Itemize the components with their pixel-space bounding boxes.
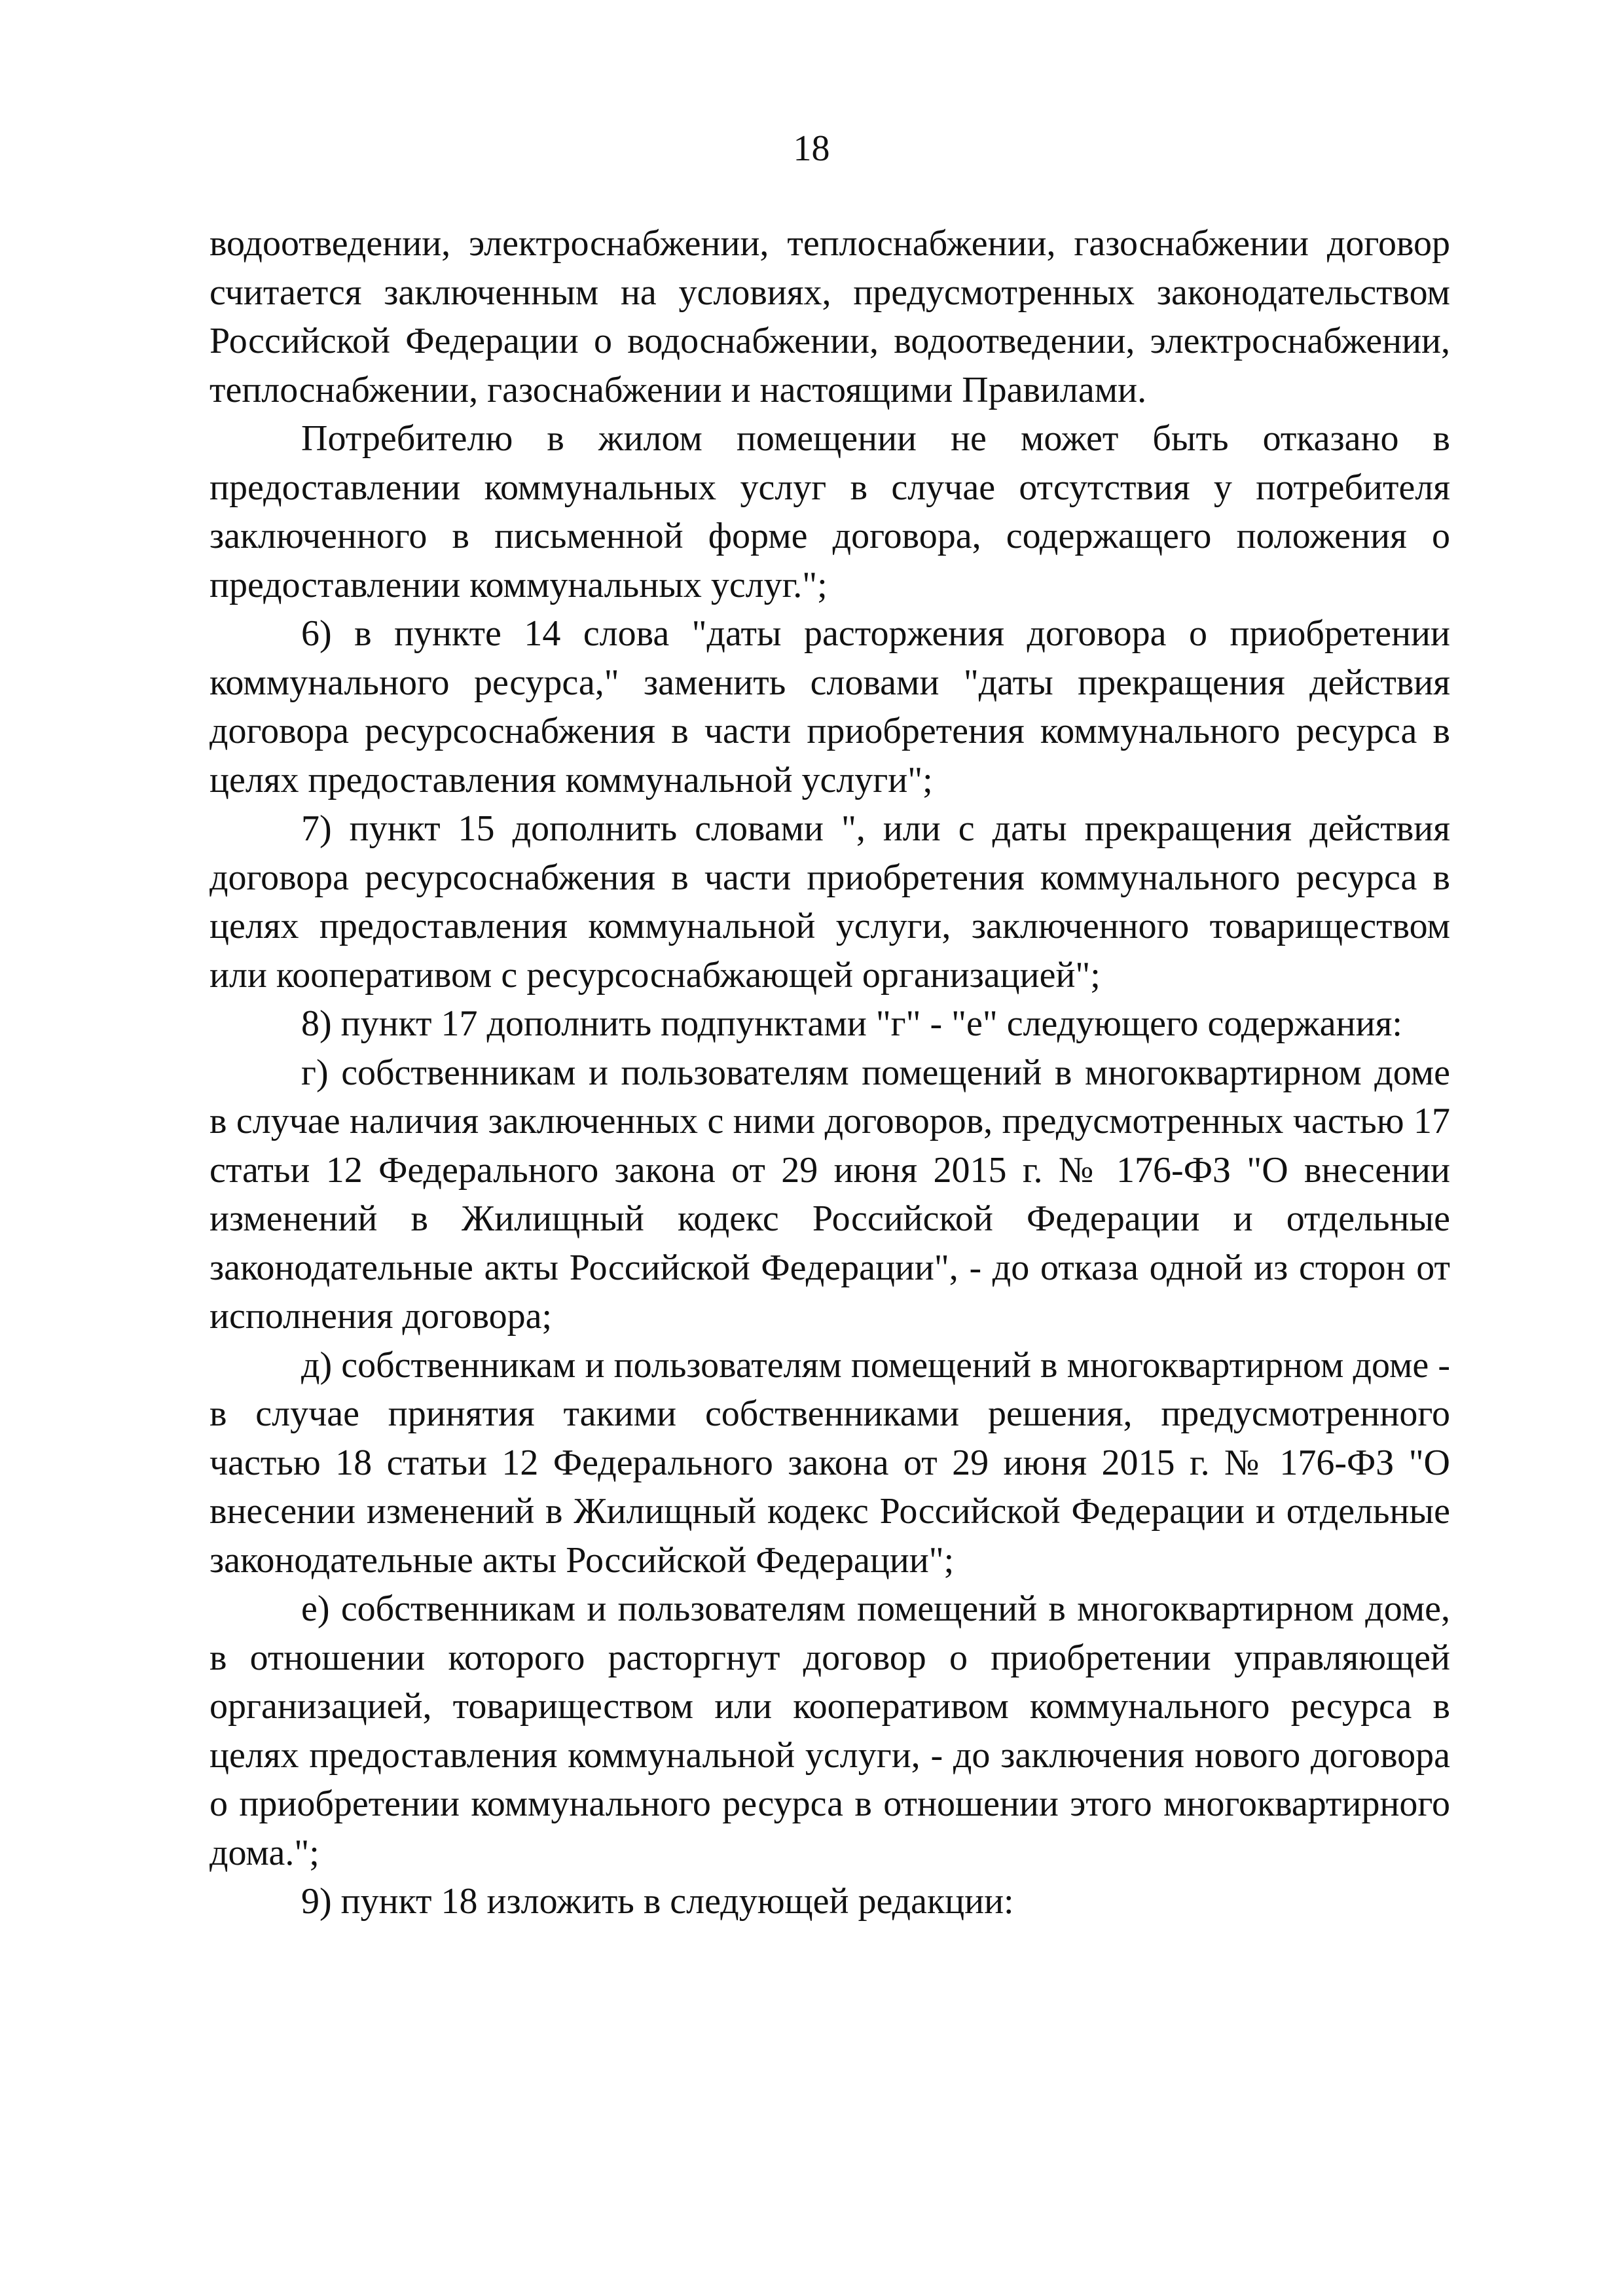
paragraph-item-9: 9) пункт 18 изложить в следующей редакции: <box>301 1881 1014 1922</box>
paragraph-subitem-e: е) собственникам и пользователям помещений в многоквартирном доме, в отношении которого расторгнут договор о приобретении управляющей организацией, товариществом или кооперативом коммунального ресурса в целях предоставления коммунальной услуги, - до заключения нового договора о приобретении коммунального ресурса в отношении этого многоквартирного дома."; <box>210 1588 1450 1873</box>
paragraph-continuation: водоотведении, электроснабжении, теплоснабжении, газоснабжении договор считается заключенным на условиях, предусмотренных законодательством Российской Федерации о водоснабжении, водоотведении, электроснабжении, теплоснабжении, газоснабжении и настоящими Правилами. <box>210 223 1450 410</box>
paragraph-item-6: 6) в пункте 14 слова "даты расторжения договора о приобретении коммунального ресурса," заменить словами "даты прекращения действия договора ресурсоснабжения в части приобретения коммунального ресурса в целях предоставления коммунальной услуги"; <box>210 613 1450 800</box>
document-body <box>210 219 1450 1926</box>
paragraph-item-7: 7) пункт 15 дополнить словами ", или с даты прекращения действия договора ресурсоснабжения в части приобретения коммунального ресурса в целях предоставления коммунальной услуги, заключенного товариществом или кооперативом с ресурсоснабжающей организацией"; <box>210 808 1450 996</box>
paragraph-item-8: 8) пункт 17 дополнить подпунктами "г" - "е" следующего содержания: <box>301 1003 1402 1044</box>
page-number: 18 <box>793 128 830 169</box>
paragraph-subitem-g: г) собственникам и пользователям помещений в многоквартирном доме в случае наличия заключенных с ними договоров, предусмотренных частью 17 статьи 12 Федерального закона от 29 июня 2015 г. № 176-ФЗ "О внесении изменений в Жилищный кодекс Российской Федерации и отдельные законодательные акты Российской Федерации", - до отказа одной из сторон от исполнения договора; <box>210 1052 1450 1336</box>
paragraph-subitem-d: д) собственникам и пользователям помещений в многоквартирном доме - в случае принятия такими собственниками решения, предусмотренного частью 18 статьи 12 Федерального закона от 29 июня 2015 г. № 176-ФЗ "О внесении изменений в Жилищный кодекс Российской Федерации и отдельные законодательные акты Российской Федерации"; <box>210 1344 1450 1581</box>
paragraph-refusal-clause: Потребителю в жилом помещении не может быть отказано в предоставлении коммунальных услуг в случае отсутствия у потребителя заключенного в письменной форме договора, содержащего положения о предоставлении коммунальных услуг."; <box>210 418 1450 605</box>
